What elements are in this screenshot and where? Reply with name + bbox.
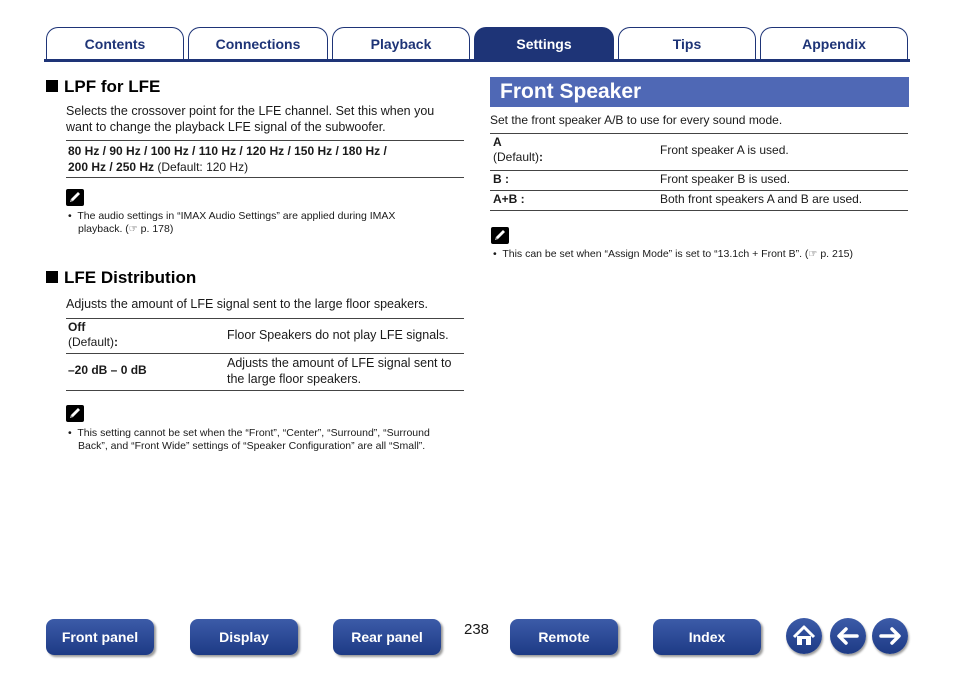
table-row: A+B : bbox=[493, 192, 525, 206]
tab-label: Playback bbox=[370, 36, 432, 52]
table-cell-value: Front speaker A is used. bbox=[660, 143, 789, 157]
divider bbox=[66, 140, 464, 141]
page-ref-icon: ☞ bbox=[128, 224, 138, 235]
pencil-note-icon bbox=[66, 189, 84, 206]
index-button[interactable]: Index bbox=[653, 619, 761, 655]
tab-label: Connections bbox=[215, 36, 301, 52]
square-bullet-icon bbox=[46, 80, 58, 92]
front-speaker-banner: Front Speaker bbox=[490, 77, 909, 107]
table-cell-value: Floor Speakers do not play LFE signals. bbox=[227, 328, 449, 342]
divider bbox=[490, 190, 908, 191]
table-cell-value: Adjusts the amount of LFE signal sent to the large floor speakers. bbox=[227, 356, 452, 386]
home-icon[interactable] bbox=[786, 618, 822, 654]
lfe-distribution-description: Adjusts the amount of LFE signal sent to the large floor speakers. bbox=[66, 297, 429, 311]
remote-button[interactable]: Remote bbox=[510, 619, 618, 655]
tab-underline bbox=[44, 59, 910, 62]
front-speaker-description: Set the front speaker A/B to use for every sound mode. bbox=[490, 113, 783, 127]
tab-appendix[interactable] bbox=[760, 27, 908, 60]
lfe-distribution-note: • This setting cannot be set when the “Front”, “Center”, “Surround”, “Surround Back”, and “Front Wide” settings of “Speaker Configuration” are all “Small”. bbox=[68, 427, 430, 452]
divider bbox=[66, 177, 464, 178]
rear-panel-button[interactable]: Rear panel bbox=[333, 619, 441, 655]
tab-label: Appendix bbox=[802, 36, 866, 52]
divider bbox=[66, 318, 464, 319]
lpf-options: 80 Hz / 90 Hz / 100 Hz / 110 Hz / 120 Hz / 150 Hz / 180 Hz / 200 Hz / 250 Hz (Default: 120 Hz) bbox=[68, 144, 387, 174]
table-cell-value: Front speaker B is used. bbox=[660, 172, 791, 186]
lpf-description: Selects the crossover point for the LFE channel. Set this when you want to change the playback LFE signal of the subwoofer. bbox=[66, 104, 435, 134]
front-speaker-note: • This can be set when “Assign Mode” is set to “13.1ch + Front B”. (☞ p. 215) bbox=[493, 248, 854, 260]
lpf-heading: LPF for LFE bbox=[46, 77, 160, 97]
tab-contents[interactable] bbox=[46, 27, 184, 60]
display-button[interactable]: Display bbox=[190, 619, 298, 655]
forward-arrow-icon[interactable] bbox=[872, 618, 908, 654]
tab-playback[interactable] bbox=[332, 27, 470, 60]
table-cell-value: Both front speakers A and B are used. bbox=[660, 192, 863, 206]
table-row: Off (Default): bbox=[68, 320, 119, 349]
front-panel-button[interactable]: Front panel bbox=[46, 619, 154, 655]
divider bbox=[490, 133, 908, 134]
pencil-note-icon bbox=[66, 405, 84, 422]
tab-label: Settings bbox=[516, 36, 572, 52]
page-number: 238 bbox=[464, 621, 490, 638]
divider bbox=[490, 170, 908, 171]
table-row: A (Default): bbox=[493, 135, 544, 164]
pencil-note-icon bbox=[491, 227, 509, 244]
back-arrow-icon[interactable] bbox=[830, 618, 866, 654]
tab-label: Tips bbox=[672, 36, 702, 52]
lfe-distribution-heading: LFE Distribution bbox=[46, 268, 196, 288]
table-row: –20 dB – 0 dB bbox=[68, 363, 147, 377]
page-ref-icon: ☞ bbox=[808, 249, 818, 260]
tab-settings[interactable] bbox=[474, 27, 614, 60]
tab-connections[interactable] bbox=[188, 27, 328, 60]
tab-tips[interactable] bbox=[618, 27, 756, 60]
table-row: B : bbox=[493, 172, 509, 186]
tab-label: Contents bbox=[84, 36, 146, 52]
lpf-note: • The audio settings in “IMAX Audio Settings” are applied during IMAX playback. (☞ p. 178) bbox=[68, 210, 396, 235]
divider bbox=[66, 390, 464, 391]
divider bbox=[490, 210, 908, 211]
square-bullet-icon bbox=[46, 271, 58, 283]
divider bbox=[66, 353, 464, 354]
